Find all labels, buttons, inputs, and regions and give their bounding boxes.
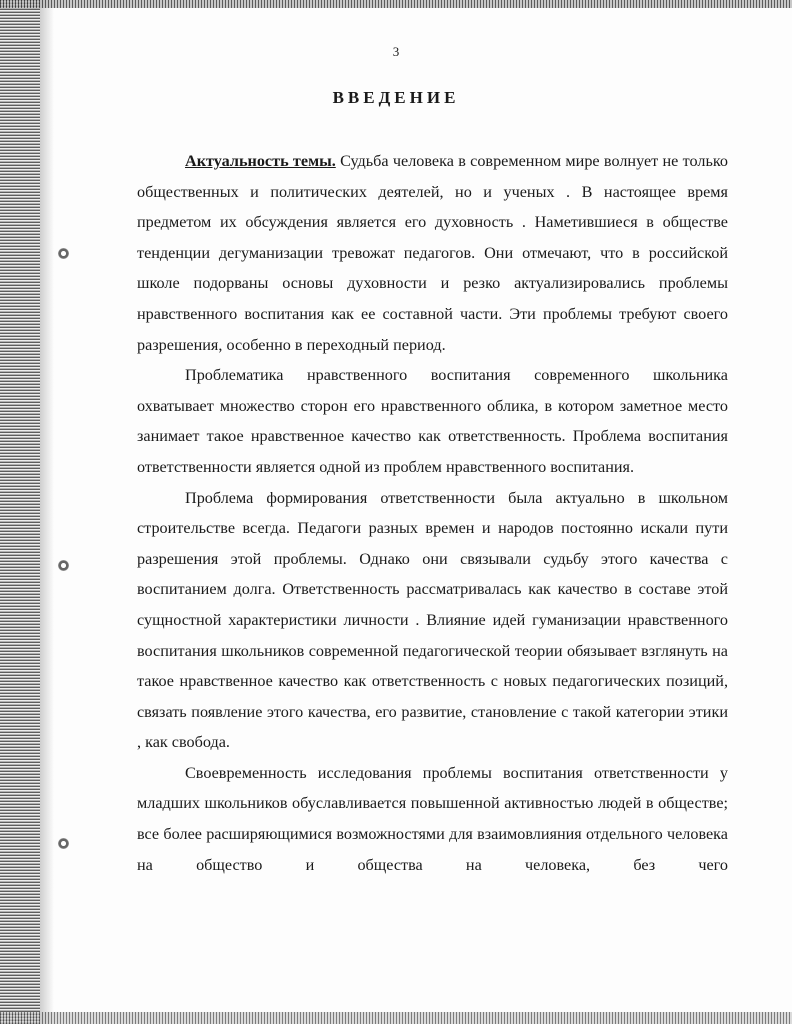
paragraph-1	[137, 146, 728, 360]
punch-hole-icon	[58, 248, 69, 259]
punch-hole-icon	[58, 838, 69, 849]
paragraph-2	[137, 360, 728, 482]
paragraph-text: Проблематика нравственного воспитания современного школьника охватывает множество сторон его нравственного облика, в котором заметное место занимает такое нравственное качество как ответственность. Проблема воспитания ответственности является одной из проблем нравственного воспитания.	[137, 366, 728, 476]
scan-bottom-edge	[0, 1012, 792, 1024]
page-title: ВВЕДЕНИЕ	[332, 88, 460, 107]
paragraph-text: Судьба человека в современном мире волнует не только общественных и политических деятелей, но и ученых . В настоящее время предметом их обсуждения является его духовность . Наметившиеся в обществе тенденции дегуманизации тревожат педагогов. Они отмечают, что в российской школе подорваны основы духовности и резко актуализировались проблемы нравственного воспитания как ее составной части. Эти проблемы требуют своего разрешения, особенно в переходный период.	[137, 152, 728, 354]
paragraph-text: Своевременность исследования проблемы воспитания ответственности у младших школьников обуславливается повышенной активностью людей в обществе; все более расширяющимися возможностями для взаимовлияния отдельного человека на общество и общества на человека, без чего	[137, 763, 728, 874]
paragraph-text: Проблема формирования ответственности была актуально в школьном строительстве всегда. Педагоги разных времен и народов постоянно искали пути разрешения этой проблемы. Однако они связывали судьбу этого качества с воспитанием долга. Ответственность рассматривалась как качество в составе этой сущностной характеристики личности . Влияние идей гуманизации нравственного воспитания школьников современной педагогической теории обязывает взглянуть на такое нравственное качество как ответственность с новых педагогических позиций, связать появление этого качества, его развитие, становление с такой категории этики , как свобода.	[137, 488, 728, 752]
punch-hole-icon	[58, 560, 69, 571]
paragraph-lead: Актуальность темы.	[185, 152, 336, 170]
scan-top-edge	[0, 0, 792, 8]
page-number: 3	[392, 44, 400, 59]
paragraph-3	[137, 483, 728, 758]
scan-binding-edge	[0, 0, 40, 1024]
scan-shadow	[40, 0, 54, 1024]
body-text	[137, 146, 728, 880]
paragraph-4	[137, 758, 728, 880]
